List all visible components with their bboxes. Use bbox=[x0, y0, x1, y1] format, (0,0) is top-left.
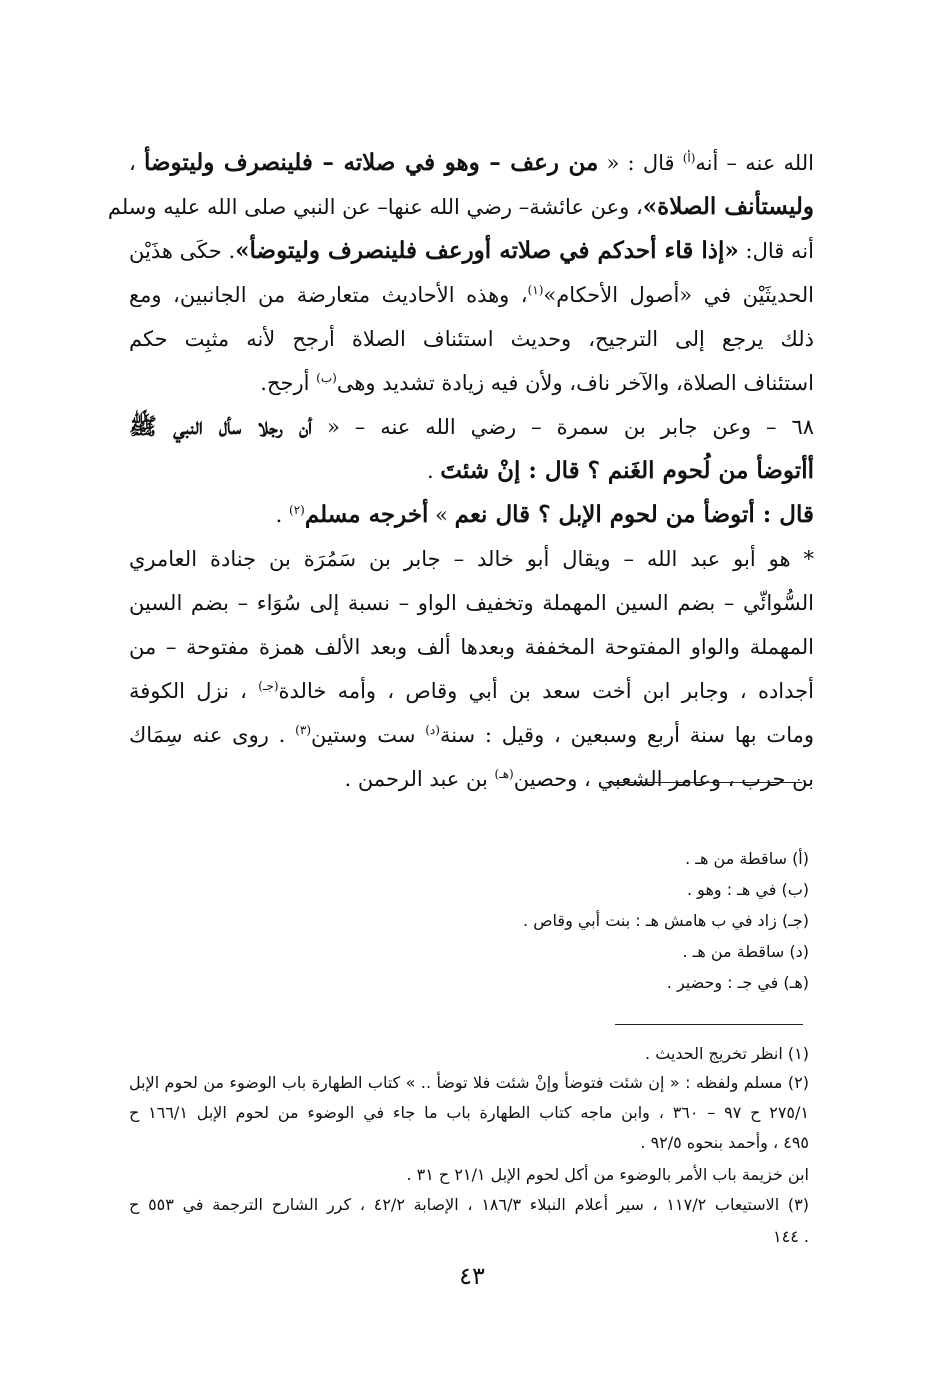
text-run: الحديثَيْن في «أصول الأحكام» bbox=[543, 283, 814, 307]
text-line bbox=[129, 317, 814, 361]
footnote-marker: (٣) bbox=[295, 723, 311, 737]
text-line bbox=[129, 625, 814, 669]
text-run: ، نزل الكوفة bbox=[129, 679, 259, 703]
text-run: ست وستين bbox=[311, 723, 426, 747]
text-line bbox=[129, 361, 814, 405]
footnote-line: (٣) الاستيعاب ١١٧/٢ ، سير أعلام النبلاء ١٨٦/٣ ، الإصابة ٤٢/٢ ، كرر الشارح الترجمة في ٥٥٣ ح bbox=[129, 1195, 810, 1214]
apparatus-note: (جـ) زاد في ب هامش هـ : بنت أبي وقاص . bbox=[523, 911, 809, 930]
apparatus-note: (أ) ساقطة من هـ . bbox=[685, 849, 809, 868]
text-run: ، وهذه الأحاديث متعارضة من الجانبين، ومع bbox=[129, 283, 528, 307]
footnote-marker: (١) bbox=[527, 283, 544, 297]
hadith-text: وليستأنف الصلاة» bbox=[642, 193, 814, 220]
notes-separator bbox=[606, 782, 802, 783]
footnote-marker: (د) bbox=[425, 723, 440, 737]
footnote-marker: (هـ) bbox=[494, 767, 514, 781]
text-line bbox=[129, 141, 814, 185]
text-run: ٦٨ – وعن جابر بن سمرة – رضي الله عنه – « bbox=[312, 415, 815, 439]
footnote-line: (٢) مسلم ولفظه : « إن شئت فتوضأ وإنْ شئت فلا توضأ .. » كتاب الطهارة باب الوضوء من لحوم الإبل bbox=[129, 1073, 809, 1092]
text-run: استئناف الصلاة، والآخر ناف، ولأن فيه زيادة تشديد وهى bbox=[336, 371, 814, 395]
text-line bbox=[129, 229, 814, 273]
text-run: . روى عنه سِمَاك bbox=[129, 723, 296, 747]
hadith-text: من رعف – وهو في صلاته – فلينصرف وليتوضأ bbox=[143, 149, 599, 176]
text-run: أجداده ، وجابر ابن أخت سعد بن أبي وقاص ، وأمه خالدة bbox=[278, 679, 814, 703]
footnote-line: ٢٧٥/١ ح ٩٧ – ٣٦٠ ، وابن ماجه كتاب الطهارة باب ما جاء في الوضوء من لحوم الإبل ١٦٦/١ ح bbox=[129, 1103, 809, 1122]
text-run: ، وعن عائشة– رضي الله عنها– عن النبي صلى الله عليه وسلم bbox=[107, 195, 643, 219]
footnote-marker: (ب) bbox=[316, 371, 337, 385]
page-number: ٤٣ bbox=[459, 1262, 485, 1290]
hadith-text: «إذا قاء أحدكم في صلاته أورعف فلينصرف وليتوضأ» bbox=[235, 237, 739, 264]
footnote-line: (١) انظر تخريج الحديث . bbox=[645, 1044, 809, 1063]
footnote-marker: (جـ) bbox=[258, 679, 279, 693]
text-line bbox=[129, 449, 814, 493]
hadith-text: قال : أتوضأ من لحوم الإبل ؟ قال نعم bbox=[454, 501, 814, 528]
hadith-text: أن رجلا سأل النبي ﷺ bbox=[129, 413, 313, 440]
text-run: الله عنه – أنه bbox=[695, 151, 814, 175]
text-line bbox=[129, 493, 814, 537]
text-run: » bbox=[428, 503, 455, 527]
text-run: السُّوائّي – بضم السين المهملة وتخفيف الواو – نسبة إلى سُوَاء – بضم السين bbox=[129, 591, 814, 615]
text-line bbox=[129, 713, 814, 757]
text-run: أرجح. bbox=[260, 371, 317, 395]
text-run: المهملة والواو المفتوحة المخففة وبعدها ألف وبعد الألف همزة مفتوحة – من bbox=[129, 635, 814, 659]
text-run: . حكَى هذَيْن bbox=[129, 239, 236, 263]
text-line bbox=[129, 669, 814, 713]
text-run: أنه قال: bbox=[738, 239, 814, 263]
text-line bbox=[129, 581, 814, 625]
text-line bbox=[129, 757, 814, 801]
hadith-text: أخرجه مسلم bbox=[304, 501, 429, 528]
text-line bbox=[129, 405, 814, 449]
text-run: . bbox=[426, 459, 441, 483]
text-run: بن عبد الرحمن . bbox=[344, 767, 495, 791]
text-line bbox=[107, 185, 814, 229]
footnote-line: . ١٤٤ bbox=[773, 1227, 809, 1246]
apparatus-note: (ب) في هـ : وهو . bbox=[687, 880, 809, 899]
footnotes-separator bbox=[615, 1024, 803, 1025]
footnote-marker: (أ) bbox=[682, 151, 696, 165]
apparatus-note: (د) ساقطة من هـ . bbox=[682, 942, 809, 961]
footnote-marker: (٢) bbox=[289, 503, 305, 517]
text-run: قال : « bbox=[598, 151, 683, 175]
text-run: . bbox=[275, 503, 289, 527]
text-run: بن حرب ، وعامر الشعبي ، وحصين bbox=[513, 767, 814, 791]
footnote-line: ابن خزيمة باب الأمر بالوضوء من أكل لحوم الإبل ٢١/١ ح ٣١ . bbox=[406, 1165, 809, 1184]
text-run: * هو أبو عبد الله – ويقال أبو خالد – جابر بن سَمُرَة بن جنادة العامري bbox=[129, 547, 814, 571]
text-line bbox=[129, 273, 814, 317]
hadith-text: أأتوضأ من لُحوم الغَنم ؟ قال : إنْ شئتَ bbox=[440, 457, 814, 484]
footnote-line: ٤٩٥ ، وأحمد بنحوه ٩٢/٥ . bbox=[640, 1133, 809, 1152]
text-line bbox=[129, 537, 814, 581]
text-run: ومات بها سنة أربع وسبعين ، وقيل : سنة bbox=[439, 723, 814, 747]
text-run: ذلك يرجع إلى الترجيح، وحديث استئناف الصلاة أرجح لأنه مثبِت حكم bbox=[129, 327, 814, 351]
apparatus-note: (هـ) في جـ : وحضير . bbox=[666, 973, 809, 992]
text-run: ، bbox=[129, 151, 144, 175]
